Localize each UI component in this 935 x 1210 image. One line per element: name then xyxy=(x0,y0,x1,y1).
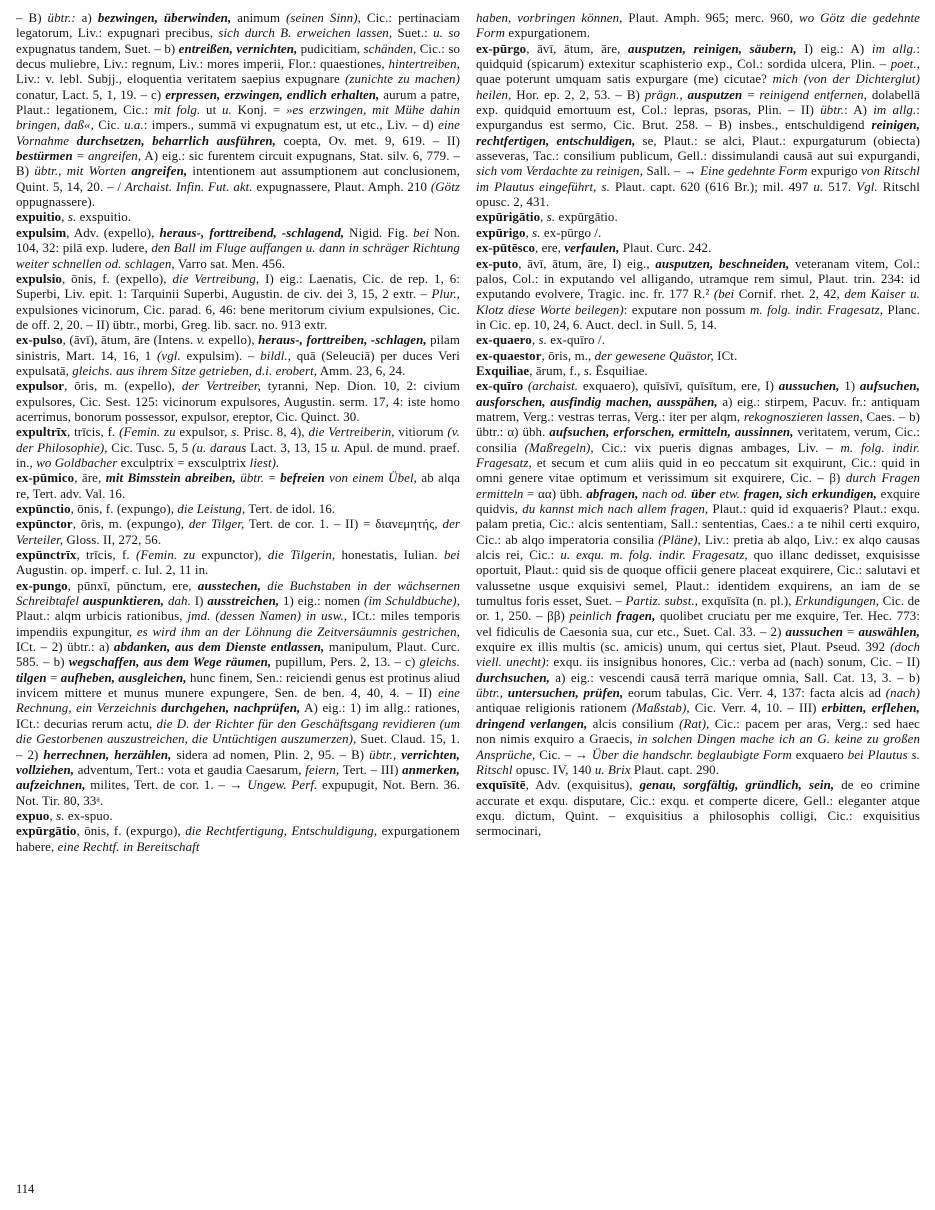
dictionary-entry: expuitio, s. exspuitio. xyxy=(16,210,132,225)
dictionary-entry: ex-quaero, s. ex-quīro /. xyxy=(476,333,606,348)
dictionary-entry: ex-pūtēsco, ere, verfaulen, Plaut. Curc. 242. xyxy=(476,241,712,256)
dictionary-entry: expūrgātio, ōnis, f. (expurgo), die Rechtfertigung, Entschuldigung, expurgationem habere, eine Rechtf. in Bereitschaft xyxy=(16,824,460,854)
dictionary-entry: expūrigātio, s. expūrgātio. xyxy=(476,210,618,225)
dictionary-entry: ex-pulso, (āvī), ātum, āre (Intens. v. expello), heraus-, forttreiben, -schlagen, pilam sinistris, Mart. 14, 16, 1 (vgl. expulsim). – bildl., quā (Seleuciā) per duces Veri expulsatā, gleichs. aus ihrem Sitze getrieben, d.i. erobert, Amm. 23, 6, 24. xyxy=(16,333,460,378)
dictionary-entry: ex-pūrgo, āvī, ātum, āre, ausputzen, reinigen, säubern, I) eig.: A) im allg.: quidquid (spicarum) extexitur scaphisterio exp., Col.: sordida ulcera, Plin. – poet., quae poterunt umquam satis expurgare (me) cicutae? mich (von der Dichterglut) heilen, Hor. ep. 2, 2, 53. – B) prägn., ausputzen = reinigend entfernen, dolabellā exp. quidquid emortuum est, Col.: lepras, psoras, Plin. – II) übtr.: A) im allg.: expurgandus est sermo, Cic. Brut. 258. – B) insbes., entschuldigend reinigen, rechtfertigen, entschuldigen, se, Plaut.: se alci, Plaut.: expurgaturum (obiecta) asseveras, Tac.: consilium publicum, Gell.: dissimulandi causā aut sui expurgandi, sich vom Verdachte zu reinigen, Sall. – → Eine gedehnte Form expurigo von Ritschl im Plautus eingeführt, s. Plaut. capt. 620 (616 Br.); mil. 497 u. 517. Vgl. Ritschl opusc. 2, 431. xyxy=(476,41,920,210)
dictionary-entry: haben, vorbringen können, Plaut. Amph. 965; merc. 960, wo Götz die gedehnte Form expurgationem. xyxy=(476,11,920,41)
right-column xyxy=(476,11,920,1179)
dictionary-entry: ex-puto, āvī, ātum, āre, I) eig., ausputzen, beschneiden, veteranam vitem, Col.: palos, Col.: in exputando vel alligando, utramque rem simul, Plaut. trin. 234: id exputando evolvere, Tragic. inc. fr. 177 R.² (bei Cornif. rhet. 2, 42, dem Kaiser u. Klotz diese Worte beilegen): exputare non possum m. folg. indir. Fragesatz, Planc. in Cic. ep. 10, 24, 6. Auct. decl. in Sull. 5, 14. xyxy=(476,256,920,332)
dictionary-entry: ex-pungo, pūnxī, pūnctum, ere, ausstechen, die Buchstaben in der wächsernen Schreibtafel auspunktieren, dah. I) ausstreichen, 1) eig.: nomen (im Schuldbuche), Plaut.: alqm urbicis rationibus, jmd. (dessen Namen) in usw., ICt.: miles temporis impendiis expungitur, es wird ihm an der Löhnung die Zeitversäumnis gestrichen, ICt. – 2) übtr.: a) abdanken, aus dem Dienste entlassen, manipulum, Plaut. Curc. 585. – b) wegschaffen, aus dem Wege räumen, pupillum, Pers. 2, 13. – c) gleichs. tilgen = aufheben, ausgleichen, hunc finem, Sen.: reiciendi genus est protinus aliud invicem mittere et munus munere expungere, Sen. de ben. 4, 40, 4. – II) eine Rechnung, ein Verzeichnis durchgehen, nachprüfen, A) eig.: 1) im allg.: rationes, ICt.: decurias rerum actu, die D. der Richter für den Geschäftsgang revidieren (um die Gestorbenen auszustreichen, die Untüchtigen auszumerzen), Suet. Claud. 15, 1. – 2) herrechnen, herzählen, sidera ad nomen, Plin. 2, 95. – B) übtr., verrichten, vollziehen, adventum, Tert.: vota et gaudia Caesarum, feiern, Tert. – III) anmerken, aufzeichnen, milites, Tert. de cor. 1. – → Ungew. Perf. expupugit, Not. Bern. 36. Not. Tir. 80, 33ᵃ. xyxy=(16,578,460,808)
dictionary-entry: exquīsītē, Adv. (exquisitus), genau, sorgfältig, gründlich, sein, de eo crimine accurate et exqu. disputare, Cic.: exqu. et comperte dicere, Gell.: eleganter atque exqu. dictum, Quint. – exquisitius a philosophis colligi, Cic.: exquisitius sermocinari, xyxy=(476,778,920,839)
page-number: 114 xyxy=(16,1182,35,1196)
dictionary-entry: expulsim, Adv. (expello), heraus-, forttreibend, -schlagend, Nigid. Fig. bei Non. 104, 32: pilā exp. ludere, den Ball im Fluge auffangen u. dann in schräger Richtung weiter schnellen od. schlagen, Varro sat. Men. 456. xyxy=(16,225,460,271)
dictionary-entry: ex-quīro (archaist. exquaero), quīsīvī, quīsītum, ere, I) aussuchen, 1) aufsuchen, ausforschen, ausfindig machen, ausspähen, a) eig.: stirpem, Pacuv. fr.: antiquam matrem, Verg.: vestras terras, Verg.: iter per alqm, rekognoszieren lassen, Caes. – b) übtr.: α) übh. aufsuchen, erforschen, ermitteln, aussinnen, veritatem, verum, Cic.: consilia (Maßregeln), Cic.: vix pueris dignas ambages, Liv. – m. folg. indir. Fragesatz, et secum et cum aliis quid in eo peccatum sit exquirunt, Cic.: quid in omni genere vitae optimum et verissimum sit exquirere, Cic. – β) durch Fragen ermitteln = αα) übh. abfragen, nach od. über etw. fragen, sich erkundigen, exquire quidvis, du kannst mich nach allem fragen, Plaut.: quid id exquaeris? Plaut.: exqu. palam pretia, Cic.: alcis sententiam, Sall.: sententias, Caes.: a te nihil certi exquiro, Cic.: ab alqo imperatoria consilia (Pläne), Liv.: pretia ab alqo, Liv.: ex alqo causas alcis rei, Cic.: u. exqu. m. folg. indir. Fragesatz, quo illanc dedisset, exquisisse oportuit, Plaut.: quid sis de quoque officii genere placeat exquirere, Cic.: salutavi et valussetne usque exquisivi semel, Plaut.: identidem exquirens, an iam de se tumultus foris esset, Suet. – Partiz. subst., exquīsīta (n. pl.), Erkundigungen, Cic. de or. 1, 250. – ββ) peinlich fragen, quolibet cruciatu per me exquire, Ter. Hec. 773: vel fidiculis de Caesonia sua, cur etc., Suet. Cal. 33. – 2) aussuchen = auswählen, exquire ex illis multis (sc. amicis) unum, qui certus siet, Plaut. Pseud. 392 (doch viell. unecht): exqu. iis insignibus honores, Cic.: verba ad (nach) sonum, Cic. – II) durchsuchen, a) eig.: vescendi causā terrā marique omnia, Sall. Cat. 13, 3. – b) übtr., untersuchen, prüfen, eorum tabulas, Cic. Verr. 4, 137: facta alcis ad (nach) antiquae religionis rationem (Maßstab), Cic. Verr. 4, 10. – III) erbitten, erflehen, dringend verlangen, alcis consilium (Rat), Cic.: pacem per aras, Verg.: sed haec non nimis exquiro a Graecis, in solchen Dingen mache ich an G. keine zu großen Ansprüche, Cic. – → Über die handschr. beglaubigte Form exquaero bei Plautus s. Ritschl opusc. IV, 140 u. Brix Plaut. capt. 290. xyxy=(476,379,920,777)
dictionary-entry: ex-pūmico, āre, mit Bimsstein abreiben, übtr. = befreien von einem Übel, ab alqa re, Tert. adv. Val. 16. xyxy=(16,471,460,501)
dictionary-entry: expultrīx, trīcis, f. (Femin. zu expulsor, s. Prisc. 8, 4), die Vertreiberin, vitiorum (v. der Philosophie), Cic. Tusc. 5, 5 (u. daraus Lact. 3, 13, 15 u. Apul. de mund. praef. in., wo Goldbacher exculptrix = exsculptrix liest). xyxy=(16,425,460,470)
dictionary-entry: expulsor, ōris, m. (expello), der Vertreiber, tyranni, Nep. Dion. 10, 2: civium expulsores, Cic. Sest. 125: vicinorum expulsores, Augustin. serm. 17, 4: iste homo acerrimus, bonorum possessor, expulsor, ereptor, Cic. Quinct. 30. xyxy=(16,379,460,424)
dictionary-entry: expūnctrīx, trīcis, f. (Femin. zu expunctor), die Tilgerin, honestatis, Iulian. bei Augustin. op. imperf. c. Iul. 2, 11 in. xyxy=(16,548,460,578)
dictionary-entry: ex-quaestor, ōris, m., der gewesene Quästor, ICt. xyxy=(476,348,738,363)
dictionary-entry: expūnctor, ōris, m. (expungo), der Tilger, Tert. de cor. 1. – II) = διανεμητής, der Verteiler, Gloss. II, 272, 56. xyxy=(16,517,460,547)
dictionary-entry: expuo, s. ex-spuo. xyxy=(16,808,113,823)
dictionary-entry: – B) übtr.: a) bezwingen, überwinden, animum (seinen Sinn), Cic.: pertinaciam legatorum, Liv.: expugnari precibus, sich durch B. erweichen lassen, Suet.: u. so expugnatus tandem, Suet. – b) entreißen, vernichten, pudicitiam, schänden, Cic.: so decus muliebre, Liv.: regnum, Liv.: mores imperii, Flor.: quaestiones, hintertreiben, Liv.: v. lebl. Subjj., eloquentia veritatem saepius expugnare (zunichte zu machen) conatur, Lact. 5, 1, 19. – c) erpressen, erzwingen, endlich erhalten, aurum a patre, Plaut.: legationem, Cic.: mit folg. ut u. Konj. = »es erzwingen, mit Mühe dahin bringen, daß«, Cic. u.a.: impers., summā vi expugnatum est, ut etc., Liv. – d) eine Vornahme durchsetzen, beharrlich ausführen, coepta, Ov. met. 9, 619. – II) bestürmen = angreifen, A) eig.: sic furentem circuit expugnans, Stat. silv. 6, 779. – B) übtr., mit Worten angreifen, intentionem aut assumptionem aut conclusionem, Quint. 5, 14, 20. – / Archaist. Infin. Fut. akt. expugnassere, Plaut. Amph. 210 (Götz oppugnassere). xyxy=(16,11,460,210)
dictionary-entry: Exquiliae, ārum, f., s. Ēsquiliae. xyxy=(476,363,648,378)
dictionary-entry: expulsio, ōnis, f. (expello), die Vertreibung, I) eig.: Laenatis, Cic. de rep. 1, 6: Superbi, Liv. epit. 1: Tarquinii Superbi, Augustin. de civ. dei 3, 15, 2 extr. – Plur., expulsiones vicinorum, Cic. parad. 6, 46: bene meritorum civium expulsiones, Cic. de off. 2, 20. – II) übtr., morbi, Greg. lib. sacr. no. 913 extr. xyxy=(16,271,460,332)
dictionary-entry: expūnctio, ōnis, f. (expungo), die Leistung, Tert. de idol. 16. xyxy=(16,502,336,516)
dictionary-entry: expūrigo, s. ex-pūrgo /. xyxy=(476,225,602,240)
left-column xyxy=(16,11,460,1179)
